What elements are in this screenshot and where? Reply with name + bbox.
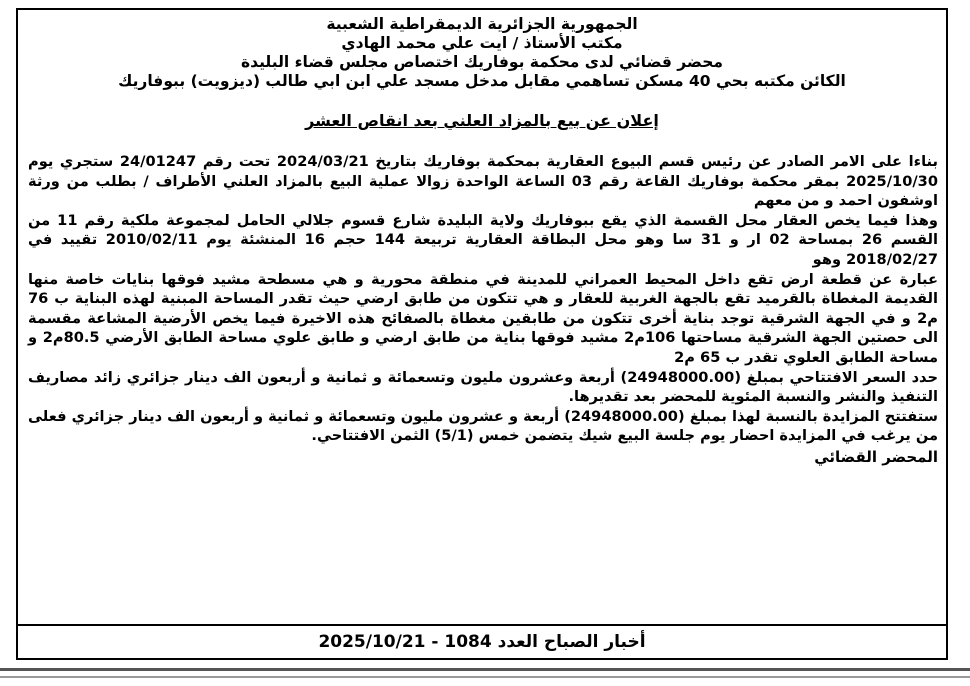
page-bottom-rule-secondary [0,676,970,678]
paragraph-opening-price: حدد السعر الافتتاحي بمبلغ (24948000.00) أربعة وعشرون مليون وتسعمائة و ثمانية و أربعون الف دينار جزائري زائد مصاريف التنفيذ والنشر والنسبة المئوية للمحضر بعد تقديرها. [28,368,938,406]
paragraph-order: بناءا على الامر الصادر عن رئيس قسم البيوع العقارية بمحكمة بوفاريك بتاريخ 2024/03/21 تحت رقم 24/01247 ستجري يوم 2025/10/30 بمقر محكمة بوفاريك القاعة رقم 03 الساعة الواحدة زوالا عملية البيع بالمزاد العلني الأطراف / بطلب من ورثة اوشفون احمد و من معهم [28,153,938,210]
paragraph-description: عبارة عن قطعة ارض تقع داخل المحيط العمراني للمدينة في منطقة محورية و هي مسطحة مشيد فوقها بنايات خاصة منها القديمة المغطاة بالقرميد تقع بالجهة الغربية للعقار و هي تتكون من طابق ارضي حيث تقدر المساحة المبنية لهذه البناية ب 76 م2 و في الجهة الشرقية توجد بناية أخرى تتكون من طابقين مغطاة بالصفائح هذه الاخيرة فيما يخص الأرضية المشاعة مقسمة الى حصتين الجهة الشرقية مساحتها 106م2 مشيد فوقها بناية من طابق ارضي و طابق علوي مساحة الطابق الأرضي 80.5م2 و مساحة الطابق العلوي تقدر ب 65 م2 [28,270,939,366]
header-address: الكائن مكتبه بحي 40 مسكن تساهمي مقابل مدخل مسجد علي ابن ابي طالب (ديزويت) ببوفاريك [118,72,846,90]
footer-divider [18,624,946,626]
header-office: مكتب الأستاذ / ايت علي محمد الهادي [341,34,623,52]
header-republic: الجمهورية الجزائرية الديمقراطية الشعبية [326,15,638,33]
notice-body [18,152,946,446]
notice-header [18,10,946,91]
page-bottom-rule [0,668,970,671]
legal-notice-frame [16,8,948,660]
paragraph-property: وهذا فيما يخص العقار محل القسمة الذي يقع ببوفاريك ولاية البليدة شارع قسوم جلالي الحامل لمجموعة ملكية رقم 11 من القسم 26 بمساحة 02 ار و 31 سا وهو محل البطاقة العقارية تربيعة 144 حجم 16 المنشئة يوم 2010/02/11 تقييد في 2018/02/27 وهو [28,211,938,268]
signature: المحضر القضائي [814,447,938,466]
announcement-title: إعلان عن بيع بالمزاد العلني بعد انقاص العشر [305,111,659,130]
header-bailiff: محضر قضائي لدى محكمة بوفاريك اختصاص مجلس قضاء البليدة [241,53,723,71]
publication-footer: أخبار الصباح العدد 1084 - 2025/10/21 [318,632,646,652]
paragraph-auction-terms: ستفتتح المزايدة بالنسبة لهذا بمبلغ (24948000.00) أربعة و عشرون مليون وتسعمائة و ثمانية و أربعون الف دينار جزائري فعلى من يرغب في المزايدة احضار يوم جلسة البيع شيك يتضمن خمس (5/1) الثمن الافتتاحي. [28,407,939,445]
announcement-title-wrap [18,111,946,130]
